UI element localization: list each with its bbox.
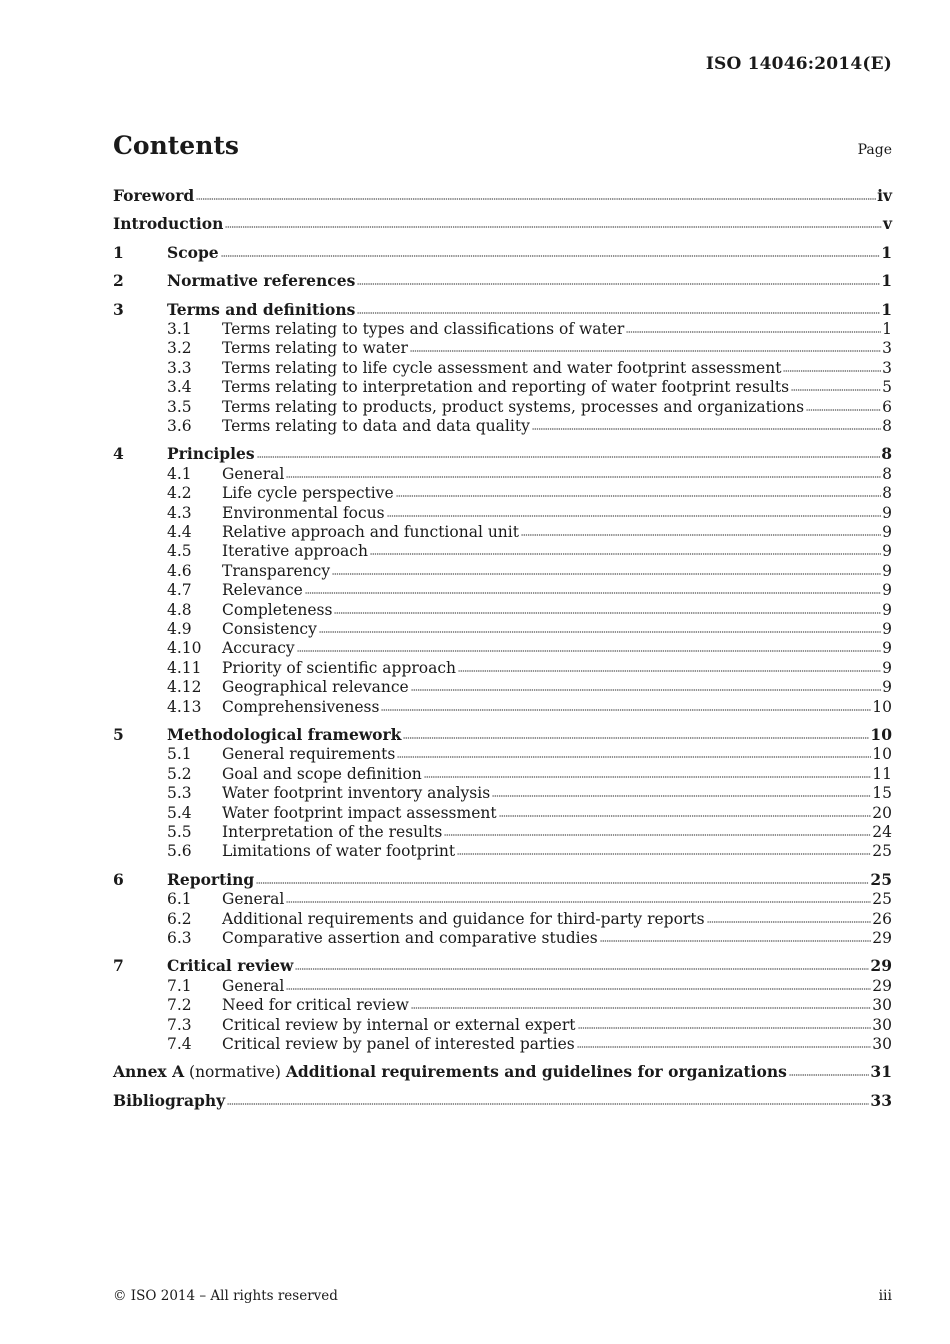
toc-title: Geographical relevance: [222, 678, 409, 696]
dot-leader: [444, 833, 871, 837]
toc-title: [113, 1062, 787, 1082]
toc-page-number: iv: [877, 186, 892, 205]
toc-title: General: [222, 890, 285, 908]
dot-leader: [411, 1006, 871, 1010]
footer-copyright: © ISO 2014 – All rights reserved: [113, 1288, 338, 1304]
toc-title: Transparency: [222, 562, 331, 580]
dot-leader: [532, 427, 881, 431]
toc-page-number: 8: [882, 465, 892, 483]
toc-title: Scope: [167, 243, 219, 262]
toc-title: Terms and definitions: [167, 300, 356, 319]
toc-title: Relevance: [222, 581, 303, 599]
toc-title: Interpretation of the results: [222, 823, 443, 841]
toc-subentry[interactable]: [167, 995, 892, 1015]
toc-title: Methodological framework: [167, 725, 402, 744]
toc-page-number: 29: [872, 929, 892, 947]
toc-page-number: 9: [882, 678, 892, 696]
dot-leader: [286, 987, 871, 991]
toc-subentry[interactable]: [167, 841, 892, 861]
toc-subentry[interactable]: [167, 1034, 892, 1054]
toc-page-number: 9: [882, 504, 892, 522]
toc-page-number: 9: [882, 581, 892, 599]
toc-page-number: 25: [872, 890, 892, 908]
toc-number: 6: [113, 870, 124, 889]
toc-number: 7.1: [167, 977, 192, 995]
dot-leader: [295, 967, 869, 971]
toc-title: Terms relating to life cycle assessment and water footprint assessment: [222, 359, 782, 377]
toc-subentry[interactable]: [167, 483, 892, 503]
toc-title: Terms relating to types and classifications of water: [222, 320, 625, 338]
toc-subentry[interactable]: [167, 377, 892, 397]
toc-number: 4.13: [167, 698, 202, 716]
dot-leader: [396, 494, 882, 498]
toc-number: 4.12: [167, 678, 202, 696]
toc-number: 6.3: [167, 929, 192, 947]
annex-label: Annex A: [113, 1062, 185, 1081]
toc-subentry[interactable]: [167, 677, 892, 697]
toc-subentry[interactable]: [167, 1015, 892, 1035]
dot-leader: [221, 254, 881, 258]
toc-number: 4.1: [167, 465, 192, 483]
footer-page-number: iii: [878, 1288, 892, 1304]
toc-title: Additional requirements and guidance for third-party reports: [222, 910, 705, 928]
document-id: ISO 14046:2014(E): [705, 54, 892, 74]
toc-subentry[interactable]: [167, 783, 892, 803]
dot-leader: [499, 814, 872, 818]
toc-number: 1: [113, 243, 124, 262]
toc-title: Consistency: [222, 620, 317, 638]
toc-subentry[interactable]: [167, 803, 892, 823]
toc-title: General: [222, 977, 285, 995]
dot-leader: [286, 475, 881, 479]
toc-page-number: 9: [882, 639, 892, 657]
toc-page-number: 26: [872, 910, 892, 928]
toc-entry[interactable]: [113, 271, 892, 291]
toc-number: 4.8: [167, 601, 192, 619]
toc-subentry[interactable]: [167, 909, 892, 929]
dot-leader: [457, 852, 871, 856]
toc-number: 3.4: [167, 378, 192, 396]
toc-page-number: 25: [870, 870, 892, 889]
dot-leader: [707, 920, 872, 924]
toc-title: Terms relating to data and data quality: [222, 417, 530, 435]
toc-number: 5.3: [167, 784, 192, 802]
toc-page-number: 3: [882, 339, 892, 357]
toc-title: Life cycle perspective: [222, 484, 394, 502]
toc-number: 4.3: [167, 504, 192, 522]
toc-page-number: 30: [872, 1035, 892, 1053]
toc-number: 4.11: [167, 659, 202, 677]
dot-leader: [458, 669, 881, 673]
toc-number: 5.2: [167, 765, 192, 783]
toc-subentry[interactable]: [167, 658, 892, 678]
dot-leader: [357, 311, 880, 315]
dot-leader: [403, 736, 869, 740]
annex-title: Additional requirements and guidelines for organizations: [285, 1062, 787, 1081]
toc-number: 2: [113, 271, 124, 290]
toc-number: 3.6: [167, 417, 192, 435]
toc-entry[interactable]: [113, 243, 892, 263]
dot-leader: [257, 455, 881, 459]
toc-number: 4.7: [167, 581, 192, 599]
toc-page-number: 20: [872, 804, 892, 822]
toc-subentry[interactable]: [167, 638, 892, 658]
dot-leader: [387, 514, 881, 518]
dot-leader: [424, 775, 871, 779]
toc-subentry[interactable]: [167, 397, 892, 417]
toc-title: Priority of scientific approach: [222, 659, 457, 677]
toc-number: 4.6: [167, 562, 192, 580]
toc-page-number: 1: [881, 243, 892, 262]
toc-title: Normative references: [167, 271, 356, 290]
dot-leader: [521, 533, 881, 537]
dot-leader: [791, 388, 881, 392]
toc-number: 3.5: [167, 398, 192, 416]
dot-leader: [256, 881, 869, 885]
toc-subentry[interactable]: [167, 503, 892, 523]
toc-page-number: 24: [872, 823, 892, 841]
toc-page-number: 9: [882, 523, 892, 541]
toc-title: General: [222, 465, 285, 483]
toc-page-number: 9: [882, 601, 892, 619]
toc-entry[interactable]: [113, 186, 892, 206]
toc-entry[interactable]: [113, 870, 892, 890]
dot-leader: [806, 408, 881, 412]
toc-page-number: 15: [872, 784, 892, 802]
toc-title: Water footprint impact assessment: [222, 804, 497, 822]
toc-page-number: 10: [872, 745, 892, 763]
toc-page-number: 9: [882, 562, 892, 580]
toc-page-number: 5: [882, 378, 892, 396]
toc-title: Relative approach and functional unit: [222, 523, 519, 541]
toc-title: Iterative approach: [222, 542, 368, 560]
toc-subentry[interactable]: [167, 697, 892, 717]
toc-entry[interactable]: [113, 725, 892, 745]
toc-number: 4.10: [167, 639, 202, 657]
page-column-label: Page: [857, 142, 892, 158]
toc-entry[interactable]: [113, 1091, 892, 1111]
toc-subentry[interactable]: [167, 889, 892, 909]
toc-page-number: 1: [881, 271, 892, 290]
toc-number: 4.5: [167, 542, 192, 560]
toc-page-number: 8: [882, 417, 892, 435]
dot-leader: [332, 572, 881, 576]
dot-leader: [492, 794, 871, 798]
toc-number: 7: [113, 956, 124, 975]
dot-leader: [578, 1026, 872, 1030]
toc-title: Principles: [167, 444, 255, 463]
toc-subentry[interactable]: [167, 319, 892, 339]
toc-subentry[interactable]: [167, 416, 892, 436]
toc-title: Environmental focus: [222, 504, 385, 522]
toc-page-number: 9: [882, 659, 892, 677]
toc-number: 7.2: [167, 996, 192, 1014]
toc-number: 7.3: [167, 1016, 192, 1034]
dot-leader: [297, 649, 881, 653]
toc-subentry[interactable]: [167, 561, 892, 581]
dot-leader: [381, 708, 871, 712]
toc-number: 6.1: [167, 890, 192, 908]
toc-title: Terms relating to water: [222, 339, 408, 357]
toc-title: Reporting: [167, 870, 255, 889]
toc-entry[interactable]: [113, 1062, 892, 1082]
toc-number: 6.2: [167, 910, 192, 928]
toc-page-number: 8: [881, 444, 892, 463]
toc-subentry[interactable]: [167, 338, 892, 358]
toc-page-number: 29: [872, 977, 892, 995]
toc-page-number: 3: [882, 359, 892, 377]
toc-entry[interactable]: [113, 956, 892, 976]
toc-title: Water footprint inventory analysis: [222, 784, 491, 802]
dot-leader: [305, 591, 881, 595]
toc-subentry[interactable]: [167, 764, 892, 784]
dot-leader: [334, 611, 881, 615]
toc-subentry[interactable]: [167, 464, 892, 484]
toc-title: Critical review by internal or external expert: [222, 1016, 576, 1034]
dot-leader: [227, 1102, 869, 1106]
toc-subentry[interactable]: [167, 522, 892, 542]
toc-number: 5.5: [167, 823, 192, 841]
toc-page-number: 30: [872, 1016, 892, 1034]
toc-number: 3.3: [167, 359, 192, 377]
toc-title: Goal and scope definition: [222, 765, 422, 783]
toc-title: Completeness: [222, 601, 333, 619]
toc-title: Bibliography: [113, 1091, 226, 1110]
dot-leader: [397, 755, 871, 759]
dot-leader: [577, 1045, 872, 1049]
toc-title: Limitations of water footprint: [222, 842, 456, 860]
toc-title: Comparative assertion and comparative studies: [222, 929, 598, 947]
dot-leader: [357, 282, 880, 286]
toc-page-number: 30: [872, 996, 892, 1014]
toc-page-number: 9: [882, 620, 892, 638]
toc-page-number: 8: [882, 484, 892, 502]
toc-number: 5.6: [167, 842, 192, 860]
toc-page-number: 33: [870, 1091, 892, 1110]
toc-page-number: v: [882, 214, 892, 233]
toc-entry[interactable]: [113, 444, 892, 464]
toc-page-number: 6: [882, 398, 892, 416]
toc-page-number: 1: [881, 300, 892, 319]
toc-page-number: 10: [872, 698, 892, 716]
toc-subentry[interactable]: [167, 928, 892, 948]
toc-title: Comprehensiveness: [222, 698, 380, 716]
toc-subentry[interactable]: [167, 541, 892, 561]
toc-number: 3: [113, 300, 124, 319]
toc-subentry[interactable]: [167, 976, 892, 996]
toc-number: 7.4: [167, 1035, 192, 1053]
toc-page-number: 29: [870, 956, 892, 975]
toc-title: Introduction: [113, 214, 224, 233]
toc-subentry[interactable]: [167, 600, 892, 620]
toc-entry[interactable]: [113, 214, 892, 234]
dot-leader: [225, 225, 882, 229]
toc-title: Terms relating to products, product systems, processes and organizations: [222, 398, 805, 416]
annex-type: (normative): [184, 1063, 286, 1081]
toc-title: Critical review by panel of interested parties: [222, 1035, 575, 1053]
toc-subentry[interactable]: [167, 619, 892, 639]
dot-leader: [626, 330, 881, 334]
toc-page-number: 11: [872, 765, 892, 783]
toc-subentry[interactable]: [167, 358, 892, 378]
toc-number: 3.1: [167, 320, 192, 338]
toc-number: 5.1: [167, 745, 192, 763]
toc-title: Accuracy: [222, 639, 295, 657]
toc-entry[interactable]: [113, 300, 892, 320]
dot-leader: [196, 197, 876, 201]
toc-page-number: 25: [872, 842, 892, 860]
toc-page-number: 1: [882, 320, 892, 338]
toc-subentry[interactable]: [167, 580, 892, 600]
dot-leader: [789, 1073, 870, 1077]
toc-number: 3.2: [167, 339, 192, 357]
toc-title: Critical review: [167, 956, 294, 975]
toc-number: 4: [113, 444, 124, 463]
toc-page-number: 31: [870, 1062, 892, 1081]
dot-leader: [410, 349, 881, 353]
toc-number: 5: [113, 725, 124, 744]
toc-number: 4.4: [167, 523, 192, 541]
toc-number: 4.9: [167, 620, 192, 638]
toc-title: Foreword: [113, 186, 195, 205]
dot-leader: [411, 688, 881, 692]
toc-number: 4.2: [167, 484, 192, 502]
dot-leader: [319, 630, 881, 634]
toc-title: Need for critical review: [222, 996, 409, 1014]
dot-leader: [600, 939, 872, 943]
toc-number: 5.4: [167, 804, 192, 822]
toc-page-number: 10: [870, 725, 892, 744]
toc-page-number: 9: [882, 542, 892, 560]
toc-title: Terms relating to interpretation and reporting of water footprint results: [222, 378, 790, 396]
dot-leader: [783, 369, 881, 373]
toc-subentry[interactable]: [167, 822, 892, 842]
dot-leader: [286, 900, 871, 904]
toc-subentry[interactable]: [167, 744, 892, 764]
toc-title: General requirements: [222, 745, 396, 763]
dot-leader: [370, 552, 881, 556]
contents-title: Contents: [113, 131, 240, 160]
